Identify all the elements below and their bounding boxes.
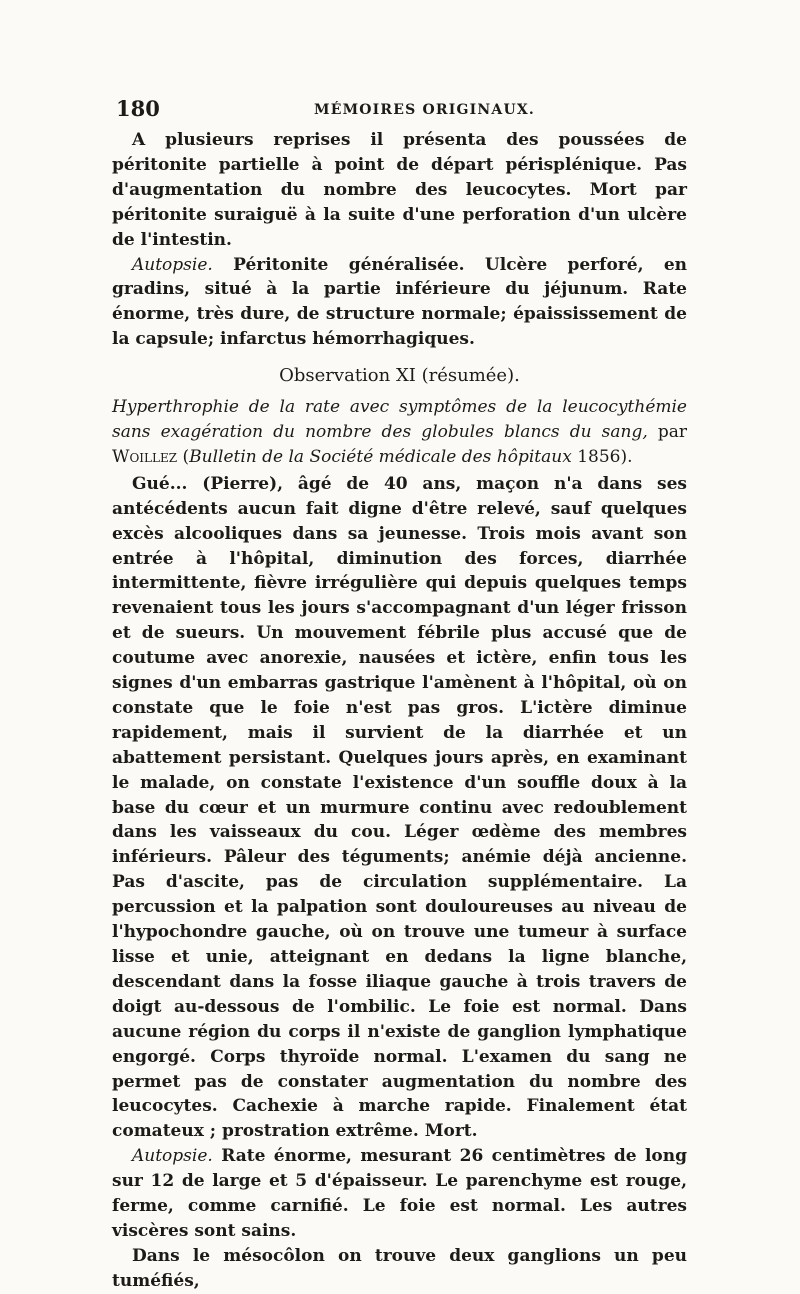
paragraph-autopsy-1 (112, 253, 687, 353)
autopsy-text-2: Rate énorme, mesurant 26 centimètres de long sur 12 de large et 5 d'épaisseur. Le parenchyme est rouge, ferme, comme carnifié. Le foie est normal. Les autres viscères sont sains. (112, 1146, 687, 1241)
observation-ref-open: ( (177, 446, 190, 467)
observation-subtitle-par: par (647, 421, 687, 442)
observation-heading: Observation XI (résumée). (279, 365, 520, 387)
running-title: MÉMOIRES ORIGINAUX. (314, 102, 535, 118)
observation-title (112, 364, 687, 389)
observation-subtitle (112, 395, 687, 470)
paragraph-autopsy-2 (112, 1144, 687, 1244)
paragraph-case-history: Gué... (Pierre), âgé de 40 ans, maçon n'a dans ses antécédents aucun fait digne d'être relevé, sauf quelques excès alcooliques dans sa jeunesse. Trois mois avant son entrée à l'hôpital, diminution des forces, diarrhée intermittente, fièvre irrégulière qui depuis quelques temps revenaient tous les jours s'accompagnant d'un léger frisson et de sueurs. Un mouvement fébrile plus accusé que de coutume avec anorexie, nausées et ictère, enfin tous les signes d'un embarras gastrique l'amènent à l'hôpital, où on constate que le foie n'est pas gros. L'ictère diminue rapidement, mais il survient de la diarrhée et un abattement persistant. Quelques jours après, en examinant le malade, on constate l'existence d'un souffle doux à la base du cœur et un murmure continu avec redoublement dans les vaisseaux du cou. Léger œdème des membres inférieurs. Pâleur des téguments; anémie déjà ancienne. Pas d'ascite, pas de circulation supplémentaire. La percussion et la palpation sont douloureuses au niveau de l'hypochondre gauche, où on trouve une tumeur à surface lisse et unie, atteignant en dedans la ligne blanche, descendant dans la fosse iliaque gauche à trois travers de doigt au-dessous de l'ombilic. Le foie est normal. Dans aucune région du corps il n'existe de ganglion lymphatique engorgé. Corps thyroïde normal. L'examen du sang ne permet pas de constater augmentation du nombre des leucocytes. Cachexie à marche rapide. Finalement état comateux ; prostration extrême. Mort. (112, 473, 687, 1142)
autopsy-label-2: Autopsie. (132, 1146, 213, 1167)
body-text (112, 128, 687, 1294)
observation-ref-close: 1856). (571, 446, 633, 467)
observation-reference: Bulletin de la Société médicale des hôpitaux (189, 446, 572, 467)
page-number: 180 (116, 96, 160, 121)
paragraph-mesocolon: Dans le mésocôlon on trouve deux ganglions un peu tuméfiés, (112, 1245, 687, 1291)
observation-subtitle-title: Hyperthrophie de la rate avec symptômes de la leucocythémie sans exagération du nombre des globules blancs du sang, (112, 397, 687, 442)
observation-author: Woillez (112, 446, 178, 467)
paragraph-peritonitis: A plusieurs reprises il présenta des poussées de péritonite partielle à point de départ périsplénique. Pas d'augmentation du nombre des leucocytes. Mort par péritonite suraiguë à la suite d'une perforation d'un ulcère de l'intestin. (112, 130, 687, 250)
page-header (116, 96, 686, 126)
autopsy-text: Péritonite généralisée. Ulcère perforé, en gradins, situé à la partie inférieure du jéjunum. Rate énorme, très dure, de structure normale; épaississement de la capsule; infarctus hémorrhagiques. (112, 254, 687, 350)
autopsy-label: Autopsie. (132, 254, 213, 275)
